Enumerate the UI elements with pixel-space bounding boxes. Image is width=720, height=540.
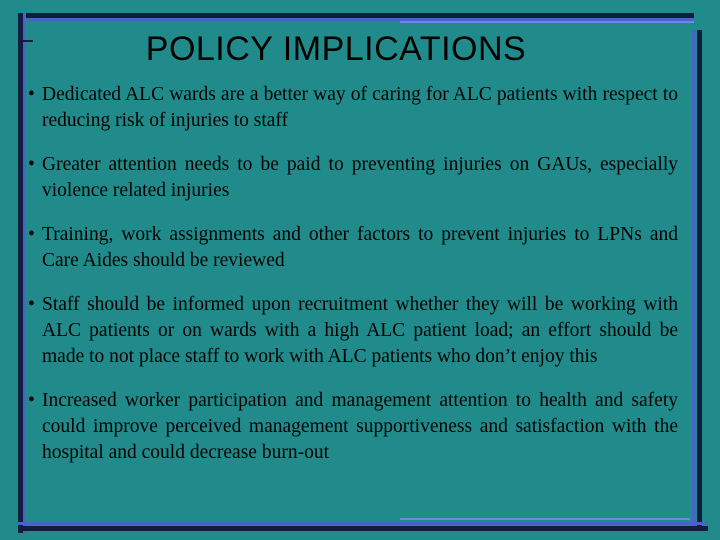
bullet-list: [28, 82, 678, 484]
frame-left-blue-line: [23, 13, 26, 533]
bullet-icon: •: [28, 84, 35, 105]
bullet-text: Training, work assignments and other factors to prevent injuries to LPNs and Care Aides should be reviewed: [42, 224, 678, 271]
bullet-item: [28, 222, 678, 274]
frame-bottom-light-line: [400, 518, 690, 520]
slide-title: POLICY IMPLICATIONS: [145, 30, 527, 68]
frame-right-dark-line: [697, 30, 702, 530]
bullet-text: Increased worker participation and management attention to health and safety could improve perceived management supportiveness and satisfaction with the hospital and could decrease burn-out: [42, 390, 678, 463]
bullet-item: [28, 152, 678, 204]
bullet-item: [28, 388, 678, 466]
bullet-text: Dedicated ALC wards are a better way of caring for ALC patients with respect to reducing risk of injuries to staff: [42, 84, 678, 131]
bullet-icon: •: [28, 390, 35, 411]
bullet-text: Staff should be informed upon recruitment whether they will be working with ALC patients or on wards with a high ALC patient load; an effort should be made to not place staff to work with ALC patients who don’t enjoy this: [42, 294, 678, 367]
bullet-icon: •: [28, 224, 35, 245]
frame-right-blue-line: [692, 30, 696, 530]
bullet-item: [28, 82, 678, 134]
frame-bottom-dark-line: [18, 526, 708, 531]
frame-bottom-blue-line: [18, 522, 708, 525]
bullet-text: Greater attention needs to be paid to preventing injuries on GAUs, especially violence related injuries: [42, 154, 678, 201]
bullet-icon: •: [28, 154, 35, 175]
frame-top-light-line: [400, 21, 694, 23]
bullet-icon: •: [28, 294, 35, 315]
bullet-item: [28, 292, 678, 370]
